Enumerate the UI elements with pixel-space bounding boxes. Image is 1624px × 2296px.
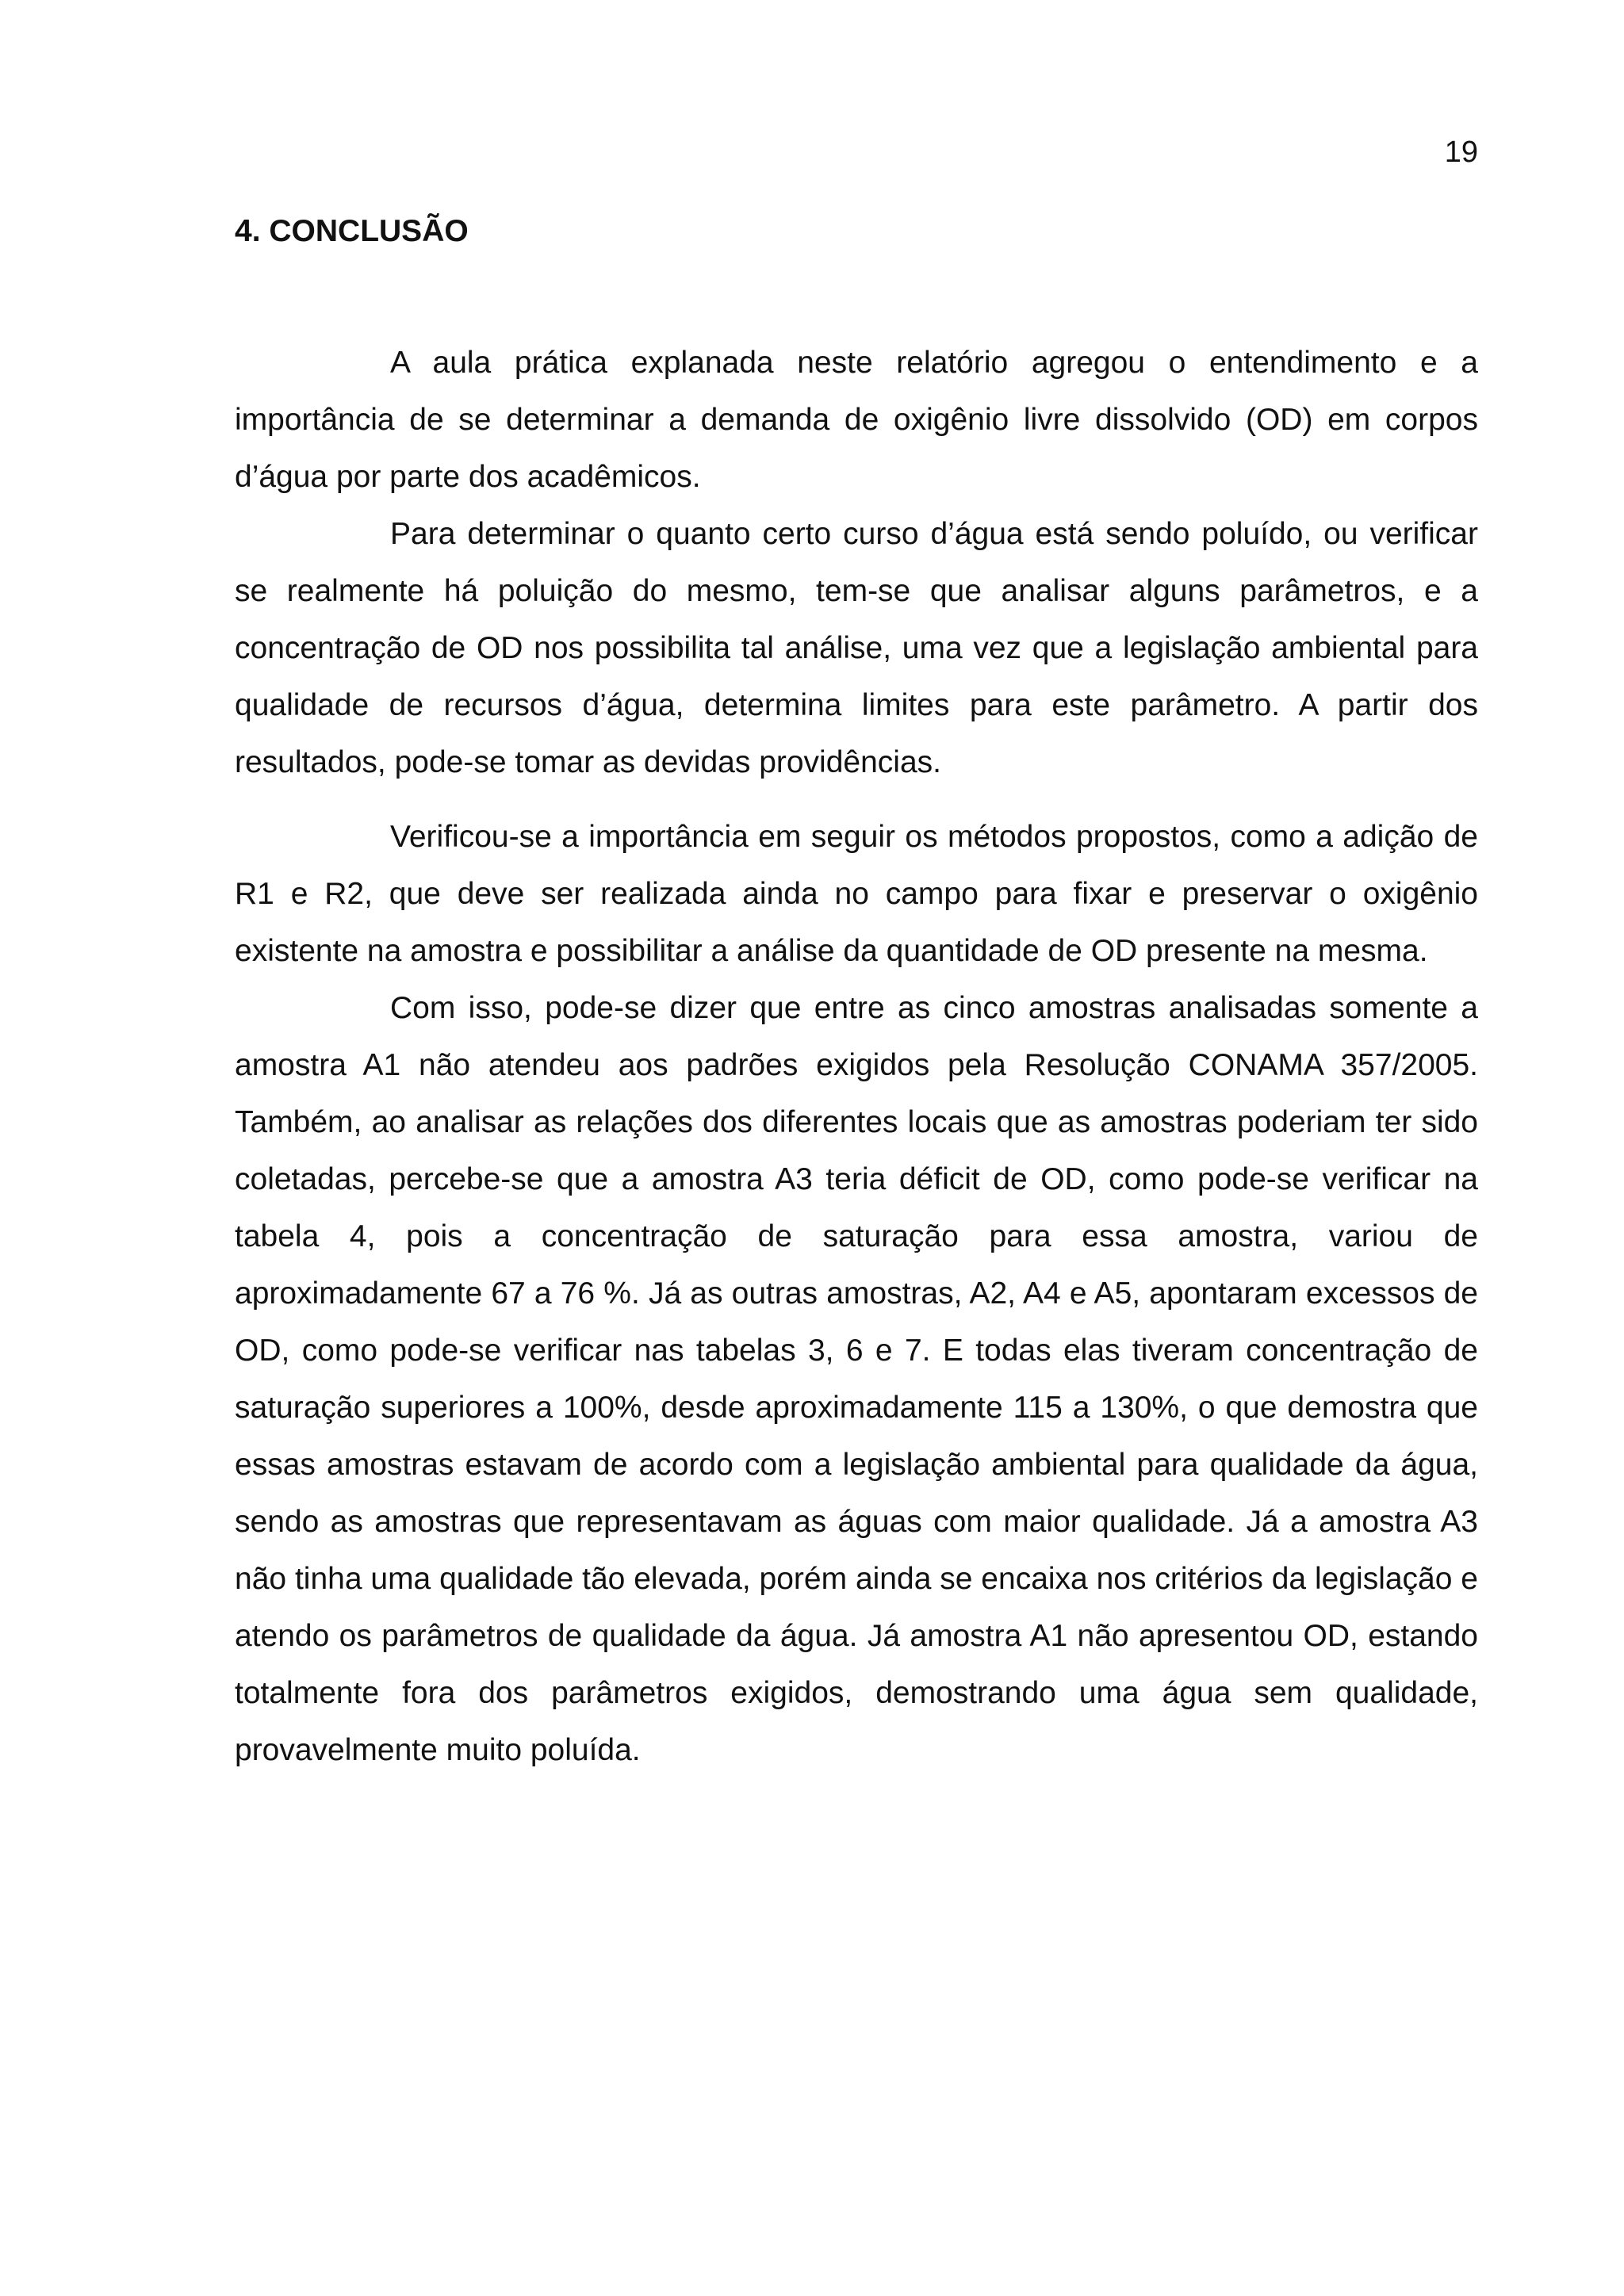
section-title: 4. CONCLUSÃO (235, 214, 469, 248)
paragraph-3: Verificou-se a importância em seguir os métodos propostos, como a adição de R1 e R2, que deve ser realizada ainda no campo para fixar e preservar o oxigênio existente na amostra e possibilitar a análise da quantidade de OD presente na mesma. (235, 820, 1478, 968)
conclusion-body (235, 335, 1478, 1779)
paragraph-1: A aula prática explanada neste relatório agregou o entendimento e a importância de se determinar a demanda de oxigênio livre dissolvido (OD) em corpos d’água por parte dos acadêmicos. (235, 346, 1478, 494)
paragraph-2: Para determinar o quanto certo curso d’água está sendo poluído, ou verificar se realmente há poluição do mesmo, tem-se que analisar alguns parâmetros, e a concentração de OD nos possibilita tal análise, uma vez que a legislação ambiental para qualidade de recursos d’água, determina limites para este parâmetro. A partir dos resultados, pode-se tomar as devidas providências. (235, 517, 1478, 779)
page-number: 19 (1444, 136, 1478, 169)
paragraph-4: Com isso, pode-se dizer que entre as cinco amostras analisadas somente a amostra A1 não atendeu aos padrões exigidos pela Resolução CONAMA 357/2005. Também, ao analisar as relações dos diferentes locais que as amostras poderiam ter sido coletadas, percebe-se que a amostra A3 teria déficit de OD, como pode-se verificar na tabela 4, pois a concentração de saturação para essa amostra, variou de aproximadamente 67 a 76 %. Já as outras amostras, A2, A4 e A5, apontaram excessos de OD, como pode-se verificar nas tabelas 3, 6 e 7. E todas elas tiveram concentração de saturação superiores a 100%, desde aproximadamente 115 a 130%, o que demostra que essas amostras estavam de acordo com a legislação ambiental para qualidade da água, sendo as amostras que representavam as águas com maior qualidade. Já a amostra A3 não tinha uma qualidade tão elevada, porém ainda se encaixa nos critérios da legislação e atendo os parâmetros de qualidade da água. Já amostra A1 não apresentou OD, estando totalmente fora dos parâmetros exigidos, demostrando uma água sem qualidade, provavelmente muito poluída. (235, 991, 1478, 1767)
